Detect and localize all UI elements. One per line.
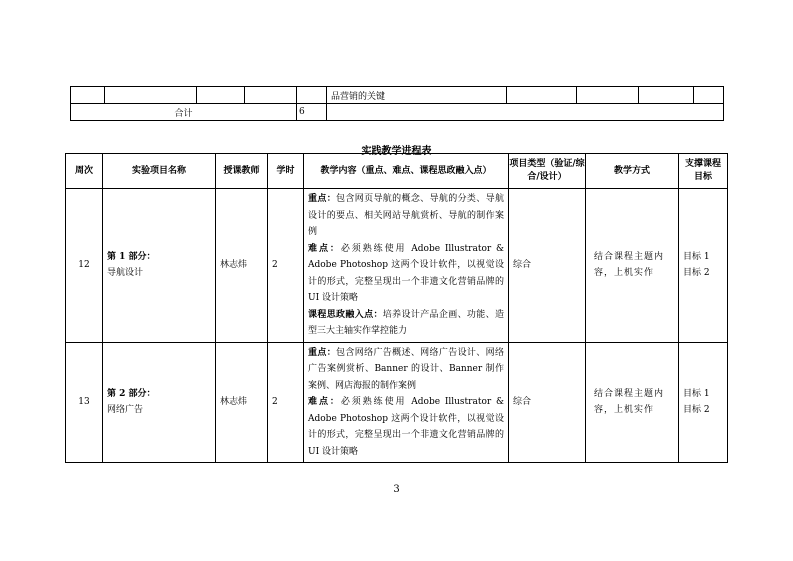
header-project-name: 实验项目名称 [103,154,216,189]
goal-item: 目标 1 [683,388,710,399]
key-point-label: 重点： [308,194,337,204]
page-number: 3 [393,484,400,495]
content-cell [304,342,509,463]
method-cell: 结合课程主题内容，上机实作 [586,189,679,343]
ideology-text: 培养设计产品企画、功能、造型三大主轴实作掌控能力 [308,309,504,336]
part-label: 第 2 部分： [107,388,156,399]
total-label: 合计 [71,104,297,121]
content-cell [304,189,509,343]
header-content: 教学内容（重点、难点、课程思政融入点） [304,154,509,189]
type-cell: 综合 [509,342,586,463]
header-row [66,154,728,189]
difficulty-text: 必须熟练使用 Adobe Illustrator & Adobe Photoshop 这两个设计软件，以视觉设计的形式，完整呈现出一个非遗文化营销品牌的 UI 设计策略 [308,243,504,303]
part-name: 网络广告 [107,405,144,416]
table-row [66,342,728,463]
row-description: 品营销的关键 [327,87,507,104]
difficulty-text: 必须熟练使用 Adobe Illustrator & Adobe Photoshop 这两个设计软件，以视觉设计的形式，完整呈现出一个非遗文化营销品牌的 UI 设计策略 [308,397,504,457]
goals-cell [679,189,728,343]
header-hours: 学时 [268,154,304,189]
key-point-text: 包含网页导航的概念、导航的分类、导航设计的要点、相关网站导航赏析、导航的制作案例 [308,194,504,237]
total-row [71,104,724,121]
hours-cell: 2 [268,342,304,463]
project-name-cell [103,342,216,463]
part-name: 导航设计 [107,268,144,279]
type-cell: 综合 [509,189,586,343]
previous-table-continuation [70,86,724,121]
header-teacher: 授课教师 [216,154,268,189]
project-name-cell [103,189,216,343]
header-goals: 支撑课程目标 [679,154,728,189]
key-point-label: 重点： [308,347,337,358]
teacher-cell: 林志炜 [216,189,268,343]
header-week: 周次 [66,154,103,189]
practice-schedule-table [65,153,728,463]
teacher-cell: 林志炜 [216,342,268,463]
table-row [71,87,724,104]
header-method: 教学方式 [586,154,679,189]
hours-cell: 2 [268,189,304,343]
section-title: 实践教学进程表 [361,146,432,157]
header-type: 项目类型（验证/综合/设计） [509,154,586,189]
key-point-text: 包含网络广告概述、网络广告设计、网络广告案例赏析、Banner 的设计、Banner 制作案例、网店海报的制作案例 [308,347,504,391]
goal-item: 目标 1 [683,251,710,262]
week-cell: 12 [66,189,103,343]
goals-cell [679,342,728,463]
difficulty-label: 难点： [308,397,341,407]
week-cell: 13 [66,342,103,463]
table-row [66,189,728,343]
difficulty-label: 难点： [308,243,341,254]
method-cell: 结合课程主题内容，上机实作 [586,342,679,463]
total-value: 6 [297,104,327,121]
goal-item: 目标 2 [683,268,710,279]
part-label: 第 1 部分： [107,251,156,262]
goal-item: 目标 2 [683,405,710,416]
ideology-label: 课程思政融入点： [308,309,383,320]
